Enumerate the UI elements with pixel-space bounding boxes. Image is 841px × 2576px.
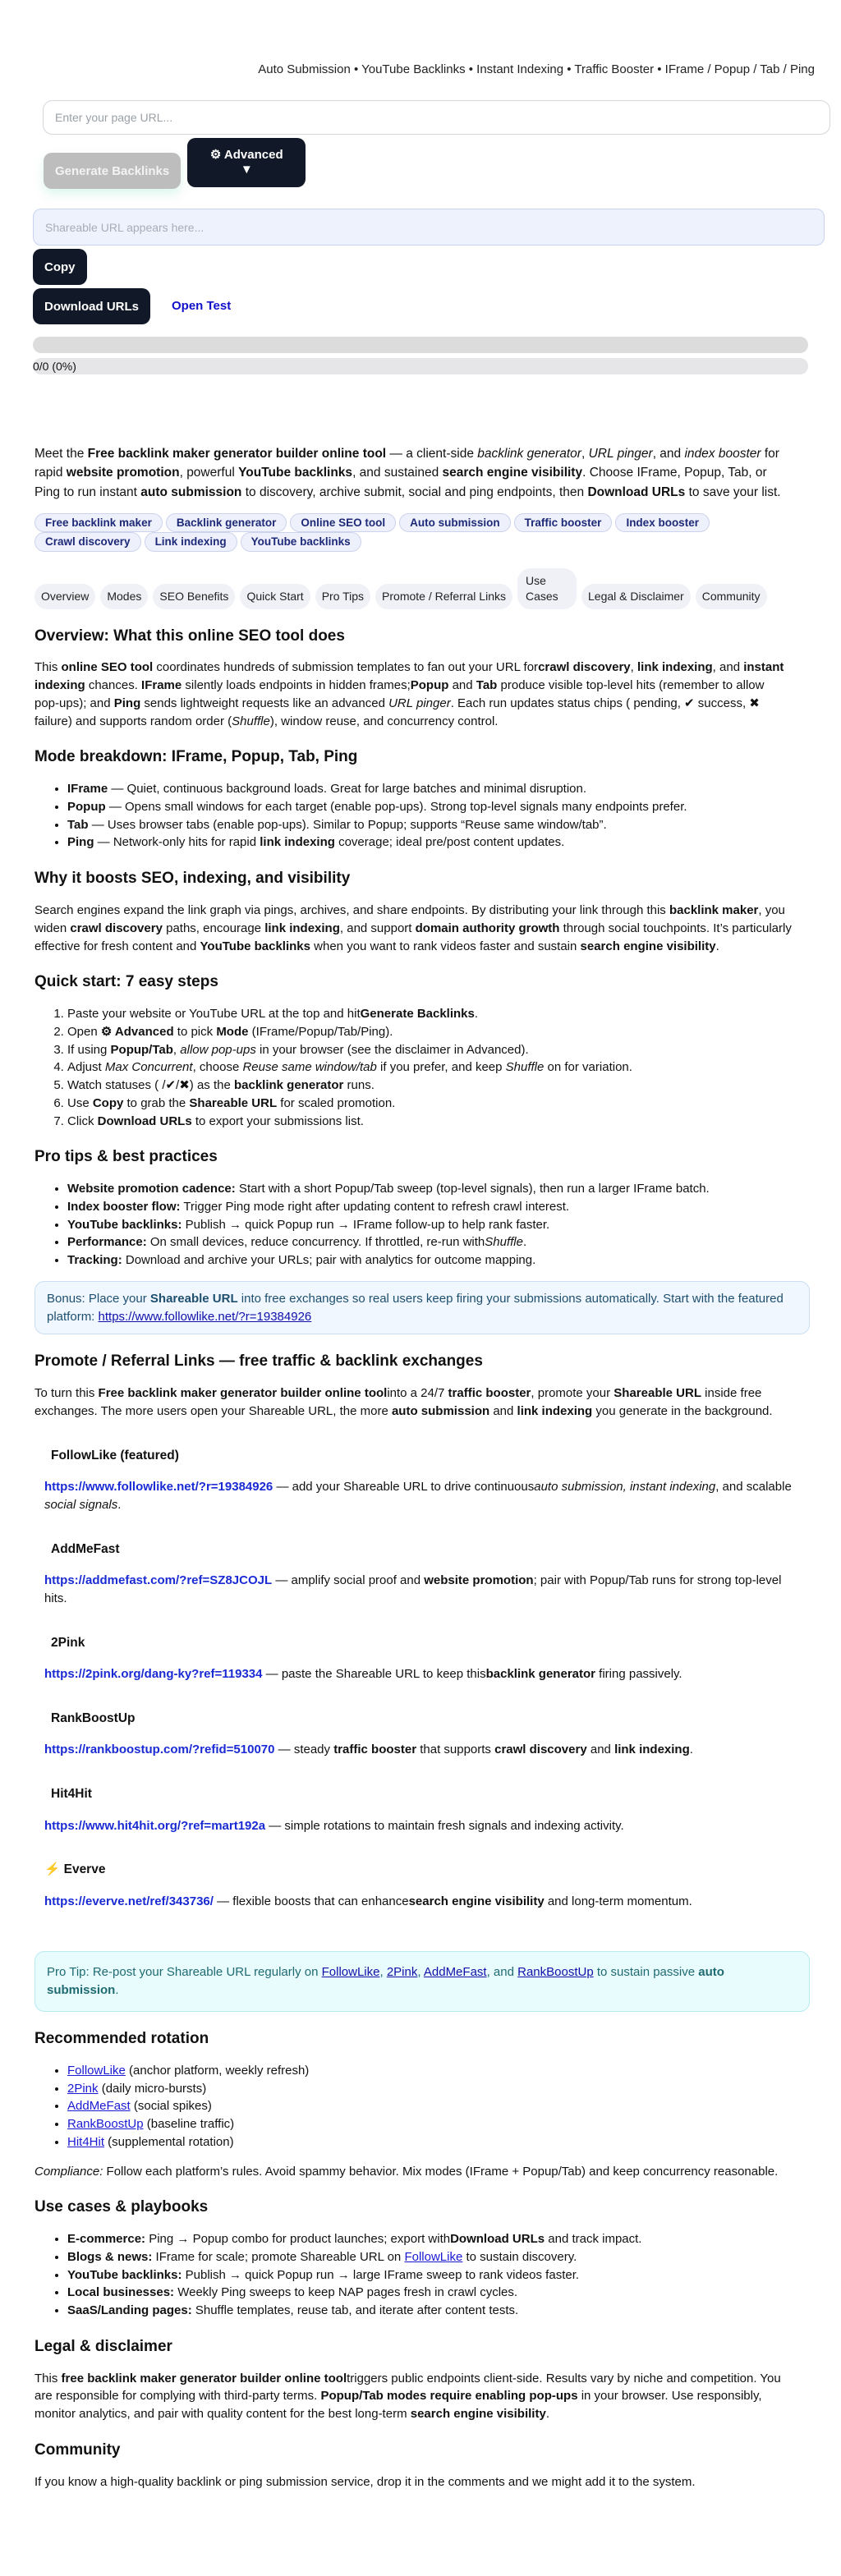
list-item: • YouTube backlinks: Publish → quick Popup run → IFrame follow-up to help rank faster. bbox=[67, 1216, 792, 1234]
referral-link[interactable]: https://www.followlike.net/?r=19384926 bbox=[44, 1480, 273, 1495]
followlike-bonus-link[interactable]: https://www.followlike.net/?r=19384926 bbox=[98, 1309, 312, 1324]
benefits-paragraph: Search engines expand the link graph via pings, archives, and share endpoints. By distributing your link through this backlink maker, you widen crawl discovery paths, encourage link indexing, and support domain authority growth through social touchpoints. It’s particularly effective for fresh content and YouTube backlinks when you want to rank videos faster and sustain search engine visibility. bbox=[34, 903, 792, 953]
promote-paragraph: To turn this Free backlink maker generator builder online toolinto a 24/7 traffic booster, promote your Shareable URL inside free exchanges. The more users open your Shareable URL, the more auto submission and link indexing you generate in the background. bbox=[34, 1386, 773, 1418]
legal-paragraph: This free backlink maker generator builder online tooltriggers public endpoints client-side. Results vary by niche and competition. You are responsible for complying with third-party terms. Popup/Tab modes require enabling pop-ups in your browser. Use responsibly, monitor analytics, and pair with quality content for the best long-term search engine visibility. bbox=[34, 2371, 781, 2422]
legal-heading: Legal & disclaimer bbox=[34, 2337, 172, 2355]
download-row bbox=[33, 288, 825, 324]
list-item: • Popup — Opens small windows for each target (enable pop-ups). Strong top-level signals many endpoints prefer. bbox=[67, 798, 792, 816]
rotation-heading: Recommended rotation bbox=[34, 2029, 209, 2047]
keyword-chip: YouTube backlinks bbox=[241, 532, 361, 552]
referral-name: Hit4Hit bbox=[51, 1787, 92, 1802]
community-text: If you know a high-quality backlink or ping submission service, drop it in the comments and we might add it to the system. bbox=[34, 2474, 696, 2489]
footer-spacer bbox=[34, 2502, 792, 2576]
copy-button[interactable]: Copy bbox=[33, 249, 87, 285]
referral-addmefast: AddMeFast https://addmefast.com/?ref=SZ8JCOJL — amplify social proof and website promotion; pair with Popup/Tab runs for strong top-level hits. bbox=[44, 1541, 792, 1608]
referral-link[interactable]: https://addmefast.com/?ref=SZ8JCOJL bbox=[44, 1573, 273, 1588]
list-item: • 2Pink (daily micro-bursts) bbox=[67, 2080, 792, 2098]
list-item: • Tracking: Download and archive your URLs; pair with analytics for outcome mapping. bbox=[67, 1251, 792, 1270]
modes-list bbox=[34, 780, 792, 852]
protips-heading: Pro tips & best practices bbox=[34, 1148, 218, 1166]
open-test-link[interactable]: Open Test bbox=[172, 299, 232, 314]
referral-followlike: FollowLike (featured) https://www.followlike.net/?r=19384926 — add your Shareable URL to drive continuousauto submission, instant indexing, and scalable social signals. bbox=[44, 1448, 792, 1512]
keyword-chip: Backlink generator bbox=[166, 513, 287, 533]
step-item: 1. Paste your website or YouTube URL at the top and hitGenerate Backlinks. bbox=[67, 1005, 792, 1023]
community-heading: Community bbox=[34, 2441, 121, 2459]
list-item: • FollowLike (anchor platform, weekly refresh) bbox=[67, 2062, 792, 2080]
rotation-link[interactable]: RankBoostUp bbox=[67, 2117, 144, 2132]
toc-legal-disclaimer[interactable]: Legal & Disclaimer bbox=[581, 584, 691, 609]
shareable-url-field[interactable] bbox=[33, 209, 825, 246]
addmefast-link[interactable]: AddMeFast bbox=[423, 1965, 487, 1980]
toc-community[interactable]: Community bbox=[696, 584, 767, 609]
list-item: • Local businesses: Weekly Ping sweeps to keep NAP pages fresh in crawl cycles. bbox=[67, 2284, 792, 2302]
followlike-link[interactable]: FollowLike bbox=[321, 1965, 380, 1980]
referral-name: 2Pink bbox=[51, 1635, 85, 1650]
step-item: 2. Open ⚙ Advanced to pick Mode (IFrame/Popup/Tab/Ping). bbox=[67, 1023, 792, 1041]
referral-name: ⚡ Everve bbox=[44, 1862, 106, 1877]
compliance-note: Compliance: Follow each platform’s rules. Avoid spammy behavior. Mix modes (IFrame + Popup/Tab) and keep concurrency reasonable. bbox=[34, 2164, 779, 2179]
list-item: • YouTube backlinks: Publish → quick Popup run → large IFrame sweep to rank videos faster. bbox=[67, 2266, 792, 2284]
benefits-heading: Why it boosts SEO, indexing, and visibility bbox=[34, 870, 351, 888]
list-item: • E-commerce: Ping → Popup combo for product launches; export withDownload URLs and track impact. bbox=[67, 2230, 792, 2248]
list-item: • RankBoostUp (baseline traffic) bbox=[67, 2115, 792, 2133]
toc-seo-benefits[interactable]: SEO Benefits bbox=[153, 584, 235, 609]
keyword-chip: Link indexing bbox=[145, 532, 237, 552]
article bbox=[0, 444, 841, 2576]
header-tagline: Auto Submission • YouTube Backlinks • Instant Indexing • Traffic Booster • IFrame / Popup / Tab / Ping bbox=[258, 62, 815, 76]
pro-tip-callout: Pro Tip: Re-post your Shareable URL regularly on FollowLike, 2Pink, AddMeFast, and RankBoostUp to sustain passive auto submission. bbox=[34, 1951, 810, 2012]
usecases-heading: Use cases & playbooks bbox=[34, 2198, 209, 2216]
step-item: 4. Adjust Max Concurrent, choose Reuse same window/tab if you prefer, and keep Shuffle on for variation. bbox=[67, 1058, 792, 1077]
page-url-input[interactable] bbox=[43, 100, 830, 135]
2pink-link[interactable]: 2Pink bbox=[386, 1965, 418, 1980]
modes-heading: Mode breakdown: IFrame, Popup, Tab, Ping bbox=[34, 748, 358, 766]
keyword-chip: Online SEO tool bbox=[290, 513, 396, 533]
toc-use-cases[interactable]: Use Cases bbox=[517, 568, 577, 609]
step-item: 5. Watch statuses ( /✔/✖) as the backlink generator runs. bbox=[67, 1077, 792, 1095]
share-section bbox=[0, 209, 841, 324]
rotation-link[interactable]: FollowLike bbox=[67, 2063, 126, 2078]
download-urls-button[interactable]: Download URLs bbox=[33, 288, 150, 324]
toc-modes[interactable]: Modes bbox=[100, 584, 148, 609]
list-item: • Index booster flow: Trigger Ping mode right after updating content to refresh crawl interest. bbox=[67, 1198, 792, 1216]
backlink-tool bbox=[0, 100, 841, 191]
advanced-toggle-button[interactable] bbox=[187, 138, 306, 187]
step-item: 7. Click Download URLs to export your submissions list. bbox=[67, 1113, 792, 1131]
toc-quick-start[interactable]: Quick Start bbox=[240, 584, 310, 609]
rotation-list bbox=[34, 2062, 792, 2151]
rotation-link[interactable]: 2Pink bbox=[67, 2081, 99, 2096]
toc-pro-tips[interactable]: Pro Tips bbox=[315, 584, 370, 609]
protips-list bbox=[34, 1180, 792, 1270]
action-row bbox=[44, 138, 807, 191]
usecases-list bbox=[34, 2230, 792, 2320]
toc-overview[interactable]: Overview bbox=[34, 584, 95, 609]
list-item: • Website promotion cadence: Start with a short Popup/Tab sweep (top-level signals), then run a larger IFrame batch. bbox=[67, 1180, 792, 1198]
keyword-chip: Crawl discovery bbox=[34, 532, 141, 552]
generate-backlinks-button[interactable]: Generate Backlinks bbox=[44, 153, 181, 189]
referral-link[interactable]: https://2pink.org/dang-ky?ref=119334 bbox=[44, 1667, 263, 1682]
referral-2pink: 2Pink https://2pink.org/dang-ky?ref=119334 — paste the Shareable URL to keep thisbacklink generator firing passively. bbox=[44, 1634, 792, 1683]
referral-rankboostup: RankBoostUp https://rankboostup.com/?refid=510070 — steady traffic booster that supports crawl discovery and link indexing. bbox=[44, 1710, 792, 1759]
list-item: • Performance: On small devices, reduce concurrency. If throttled, re-run withShuffle. bbox=[67, 1233, 792, 1251]
table-of-contents bbox=[34, 568, 807, 609]
progress-status: 0/0 (0%) bbox=[33, 358, 808, 374]
bonus-callout: Bonus: Place your Shareable URL into free exchanges so real users keep firing your submissions automatically. Start with the featured platform: https://www.followlike.net/?r=19384926 bbox=[34, 1281, 810, 1335]
rotation-link[interactable]: AddMeFast bbox=[67, 2099, 131, 2114]
promote-heading: Promote / Referral Links — free traffic & backlink exchanges bbox=[34, 1352, 483, 1371]
step-item: 6. Use Copy to grab the Shareable URL for scaled promotion. bbox=[67, 1095, 792, 1113]
referral-hit4hit: Hit4Hit https://www.hit4hit.org/?ref=mart192a — simple rotations to maintain fresh signals and indexing activity. bbox=[44, 1785, 792, 1834]
toc-promote-referral-links[interactable]: Promote / Referral Links bbox=[375, 584, 512, 609]
referral-name: FollowLike (featured) bbox=[51, 1448, 179, 1462]
referral-link[interactable]: https://rankboostup.com/?refid=510070 bbox=[44, 1743, 275, 1757]
referral-name: AddMeFast bbox=[51, 1541, 120, 1556]
keyword-chips bbox=[34, 513, 807, 552]
referral-everve: ⚡ Everve https://everve.net/ref/343736/ — flexible boosts that can enhancesearch engine visibility and long-term momentum. bbox=[44, 1861, 792, 1910]
advanced-label: ⚙ Advanced bbox=[209, 148, 283, 162]
overview-heading: Overview: What this online SEO tool does bbox=[34, 627, 345, 645]
keyword-chip: Free backlink maker bbox=[34, 513, 163, 533]
referral-link[interactable]: https://www.hit4hit.org/?ref=mart192a bbox=[44, 1818, 266, 1833]
quickstart-heading: Quick start: 7 easy steps bbox=[34, 973, 218, 991]
followlike-link[interactable]: FollowLike bbox=[404, 2249, 463, 2264]
list-item: • Blogs & news: IFrame for scale; promote Shareable URL on FollowLike to sustain discovery. bbox=[67, 2248, 792, 2266]
caret-down-icon: ▼ bbox=[240, 163, 253, 177]
list-item: • SaaS/Landing pages: Shuffle templates, reuse tab, and iterate after content tests. bbox=[67, 2302, 792, 2320]
list-item: • IFrame — Quiet, continuous background loads. Great for large batches and minimal disruption. bbox=[67, 780, 792, 798]
progress-section bbox=[0, 337, 841, 374]
referral-link[interactable]: https://everve.net/ref/343736/ bbox=[44, 1894, 214, 1908]
referral-name: RankBoostUp bbox=[51, 1710, 136, 1725]
intro-paragraph: Meet the Free backlink maker generator builder online tool — a client-side backlink generator, URL pinger, and index booster for rapid website promotion, powerful YouTube backlinks, and sustained search engine visibility. Choose IFrame, Popup, Tab, or Ping to run instant auto submission to discovery, archive submit, social and ping endpoints, then Download URLs to save your list. bbox=[34, 447, 781, 499]
list-item: • Hit4Hit (supplemental rotation) bbox=[67, 2133, 792, 2151]
list-item: • Ping — Network-only hits for rapid link indexing coverage; ideal pre/post content updates. bbox=[67, 833, 792, 852]
overview-paragraph: This online SEO tool coordinates hundreds of submission templates to fan out your URL forcrawl discovery, link indexing, and instant indexing chances. IFrame silently loads endpoints in hidden frames;Popup and Tab produce visible top-level hits (remember to allow pop-ups); and Ping sends lightweight requests like an advanced URL pinger. Each run updates status chips ( pending, ✔ success, ✖ failure) and supports random order (Shuffle), window reuse, and concurrency control. bbox=[34, 660, 784, 728]
rotation-link[interactable]: Hit4Hit bbox=[67, 2134, 105, 2149]
keyword-chip: Index booster bbox=[615, 513, 710, 533]
rankboostup-link[interactable]: RankBoostUp bbox=[517, 1965, 594, 1980]
step-item: 3. If using Popup/Tab, allow pop-ups in your browser (see the disclaimer in Advanced). bbox=[67, 1041, 792, 1059]
list-item: • AddMeFast (social spikes) bbox=[67, 2097, 792, 2115]
list-item: • Tab — Uses browser tabs (enable pop-ups). Similar to Popup; supports “Reuse same window/tab”. bbox=[67, 816, 792, 834]
progress-bar bbox=[33, 337, 808, 353]
keyword-chip: Traffic booster bbox=[514, 513, 613, 533]
keyword-chip: Auto submission bbox=[399, 513, 511, 533]
quickstart-steps bbox=[34, 1005, 792, 1130]
